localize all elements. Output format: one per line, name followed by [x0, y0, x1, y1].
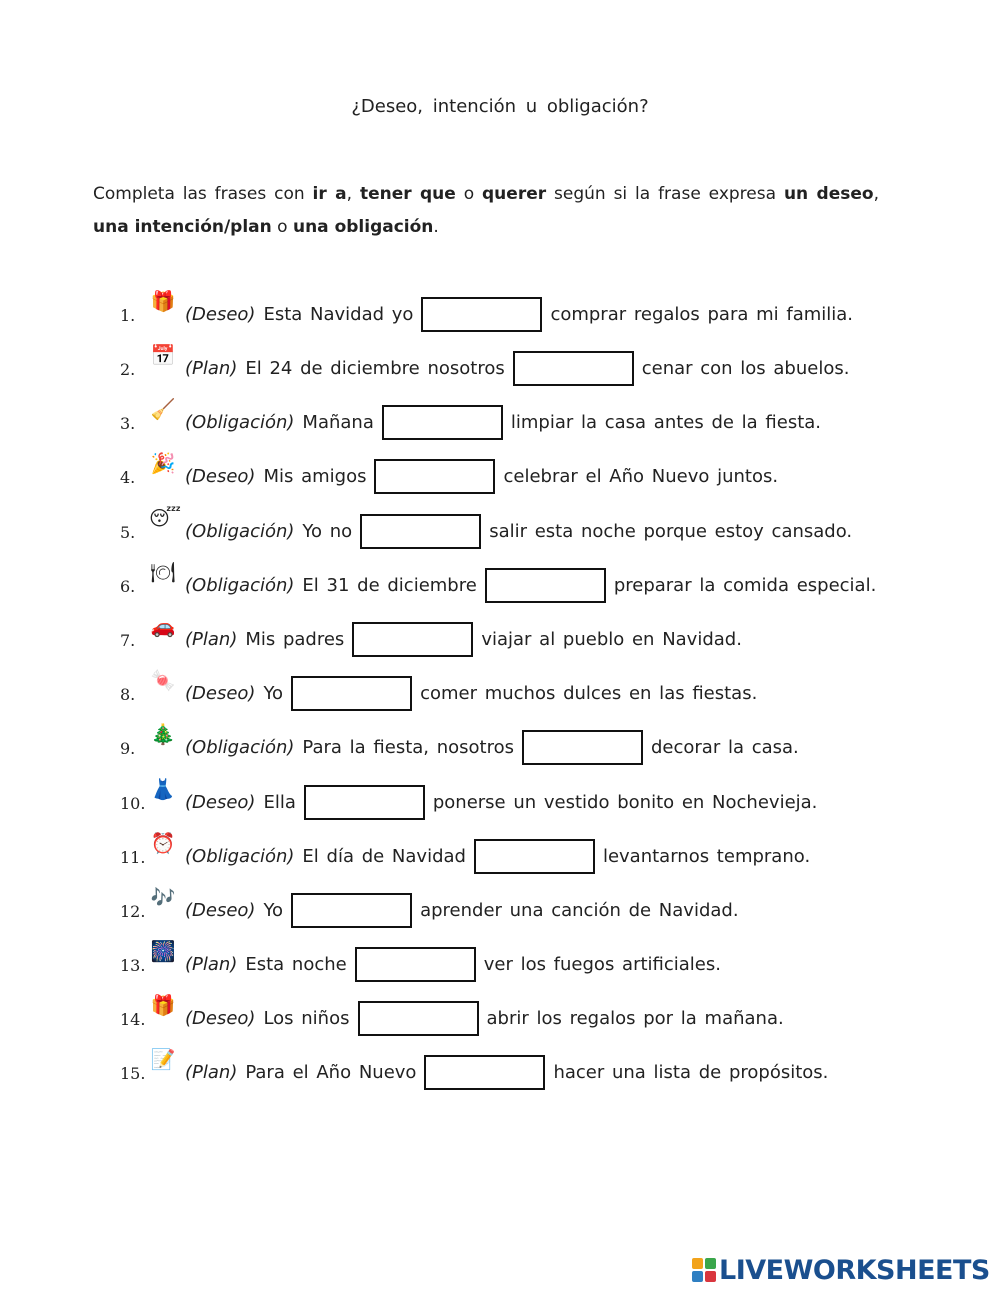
candy-icon: 🍬: [150, 668, 176, 692]
item-text-before: Mañana: [302, 411, 374, 433]
exercise-item: [0, 397, 1000, 442]
plate-icon: 🍽: [150, 560, 176, 584]
item-sentence: [185, 567, 876, 603]
exercise-item: [0, 343, 1000, 388]
calendar-icon: 📅: [150, 343, 176, 367]
answer-input[interactable]: [374, 459, 495, 494]
answer-input[interactable]: [522, 730, 643, 765]
item-number: 14.: [120, 1010, 146, 1029]
instruction-text: o: [271, 217, 293, 237]
instructions: [93, 178, 879, 244]
answer-input[interactable]: [291, 676, 412, 711]
dress-icon: 👗: [150, 777, 176, 801]
item-sentence: [185, 838, 810, 874]
exercise-item: [0, 289, 1000, 334]
christmas-tree-icon: 🎄: [150, 722, 176, 746]
item-text-before: El 24 de diciembre nosotros: [245, 357, 505, 379]
broom-icon: 🧹: [150, 397, 176, 421]
item-text-before: El día de Navidad: [302, 845, 466, 867]
item-number: 4.: [120, 468, 136, 487]
item-text-before: Mis padres: [245, 628, 345, 650]
item-number: 1.: [120, 306, 136, 325]
item-text-before: Yo: [263, 899, 284, 921]
item-category: (Plan): [185, 953, 238, 975]
answer-input[interactable]: [304, 785, 425, 820]
item-category: (Obligación): [185, 574, 295, 596]
item-number: 9.: [120, 739, 136, 758]
item-sentence: [185, 458, 778, 494]
item-text-before: Esta noche: [245, 953, 347, 975]
item-sentence: [185, 946, 721, 982]
instruction-text: ,: [346, 184, 360, 204]
sleeping-face-icon: 😴: [149, 506, 182, 530]
party-popper-icon: 🎉: [150, 451, 176, 475]
item-text-before: El 31 de diciembre: [302, 574, 477, 596]
exercise-item: [0, 831, 1000, 876]
item-category: (Deseo): [185, 899, 256, 921]
item-number: 2.: [120, 360, 136, 379]
answer-input[interactable]: [382, 405, 503, 440]
item-text-after: aprender una canción de Navidad.: [420, 899, 739, 921]
logo-text: LIVEWORKSHEETS: [719, 1254, 990, 1286]
item-sentence: [185, 729, 799, 765]
item-text-before: Yo no: [302, 520, 353, 542]
item-text-after: limpiar la casa antes de la fiesta.: [510, 411, 822, 433]
instruction-keyword: ir a: [312, 184, 347, 204]
answer-input[interactable]: [358, 1001, 479, 1036]
item-number: 8.: [120, 685, 136, 704]
item-category: (Deseo): [185, 682, 256, 704]
gift-icon: 🎁: [150, 993, 176, 1017]
answer-input[interactable]: [485, 568, 606, 603]
item-text-after: ver los fuegos artificiales.: [483, 953, 721, 975]
item-text-before: Los niños: [263, 1007, 350, 1029]
item-category: (Obligación): [185, 845, 295, 867]
instruction-keyword: tener que: [359, 184, 456, 204]
item-category: (Obligación): [185, 411, 295, 433]
instruction-text: Completa las frases con: [93, 184, 313, 204]
item-text-before: Mis amigos: [263, 465, 367, 487]
item-text-after: celebrar el Año Nuevo juntos.: [503, 465, 779, 487]
item-category: (Obligación): [185, 520, 295, 542]
item-sentence: [185, 350, 849, 386]
instruction-keyword: una intención/plan: [93, 217, 272, 237]
item-text-after: levantarnos temprano.: [602, 845, 811, 867]
item-sentence: [185, 1054, 828, 1090]
exercise-item: [0, 451, 1000, 496]
gift-icon: 🎁: [150, 289, 176, 313]
exercise-item: [0, 560, 1000, 605]
item-number: 13.: [120, 956, 146, 975]
item-text-after: salir esta noche porque estoy cansado.: [489, 520, 853, 542]
item-category: (Plan): [185, 628, 238, 650]
liveworksheets-logo-icon: [692, 1258, 716, 1282]
item-text-after: decorar la casa.: [651, 736, 799, 758]
item-text-before: Para el Año Nuevo: [245, 1061, 417, 1083]
answer-input[interactable]: [421, 297, 542, 332]
exercise-item: [0, 506, 1000, 551]
item-number: 5.: [120, 523, 136, 542]
exercise-item: [0, 993, 1000, 1038]
item-text-after: comer muchos dulces en las fiestas.: [420, 682, 758, 704]
item-sentence: [185, 621, 742, 657]
item-text-after: viajar al pueblo en Navidad.: [481, 628, 742, 650]
answer-input[interactable]: [291, 893, 412, 928]
instruction-text: ,: [873, 184, 879, 204]
instruction-keyword: querer: [482, 184, 547, 204]
item-number: 11.: [120, 848, 146, 867]
item-text-after: cenar con los abuelos.: [641, 357, 850, 379]
item-text-before: Para la fiesta, nosotros: [302, 736, 514, 758]
item-sentence: [185, 784, 817, 820]
instruction-text: o: [455, 184, 483, 204]
instruction-text: .: [433, 217, 439, 237]
item-category: (Deseo): [185, 303, 256, 325]
instruction-text: según si la frase expresa: [546, 184, 784, 204]
item-category: (Deseo): [185, 1007, 256, 1029]
exercise-item: [0, 1047, 1000, 1092]
item-number: 3.: [120, 414, 136, 433]
item-sentence: [185, 1000, 784, 1036]
item-number: 12.: [120, 902, 146, 921]
exercise-item: [0, 939, 1000, 984]
item-sentence: [185, 513, 852, 549]
exercise-item: [0, 722, 1000, 767]
item-sentence: [185, 892, 739, 928]
music-notes-icon: 🎶: [150, 885, 176, 909]
page-title: ¿Deseo, intención u obligación?: [351, 96, 649, 117]
exercise-item: [0, 885, 1000, 930]
item-text-after: comprar regalos para mi familia.: [550, 303, 854, 325]
item-category: (Plan): [185, 357, 238, 379]
liveworksheets-logo: [692, 1255, 990, 1285]
item-text-before: Ella: [263, 791, 296, 813]
item-number: 6.: [120, 577, 136, 596]
item-text-after: preparar la comida especial.: [613, 574, 877, 596]
car-icon: 🚗: [150, 614, 176, 638]
instruction-keyword: una obligación: [292, 217, 434, 237]
item-category: (Deseo): [185, 465, 256, 487]
answer-input[interactable]: [424, 1055, 545, 1090]
item-number: 10.: [120, 794, 146, 813]
alarm-clock-icon: ⏰: [150, 831, 176, 855]
item-text-after: abrir los regalos por la mañana.: [486, 1007, 784, 1029]
item-text-before: Esta Navidad yo: [263, 303, 414, 325]
item-sentence: [185, 675, 757, 711]
item-category: (Plan): [185, 1061, 238, 1083]
answer-input[interactable]: [513, 351, 634, 386]
exercise-item: [0, 614, 1000, 659]
answer-input[interactable]: [474, 839, 595, 874]
item-number: 15.: [120, 1064, 146, 1083]
fireworks-icon: 🎆: [150, 939, 176, 963]
item-number: 7.: [120, 631, 136, 650]
memo-icon: 📝: [150, 1047, 176, 1071]
item-text-after: ponerse un vestido bonito en Nochevieja.: [432, 791, 818, 813]
item-sentence: [185, 404, 821, 440]
item-text-before: Yo: [263, 682, 284, 704]
item-sentence: [185, 296, 853, 332]
item-text-after: hacer una lista de propósitos.: [553, 1061, 829, 1083]
item-category: (Deseo): [185, 791, 256, 813]
instruction-keyword: un deseo: [783, 184, 874, 204]
answer-input[interactable]: [352, 622, 473, 657]
item-category: (Obligación): [185, 736, 295, 758]
answer-input[interactable]: [360, 514, 481, 549]
exercise-item: [0, 668, 1000, 713]
answer-input[interactable]: [355, 947, 476, 982]
exercise-item: [0, 777, 1000, 822]
